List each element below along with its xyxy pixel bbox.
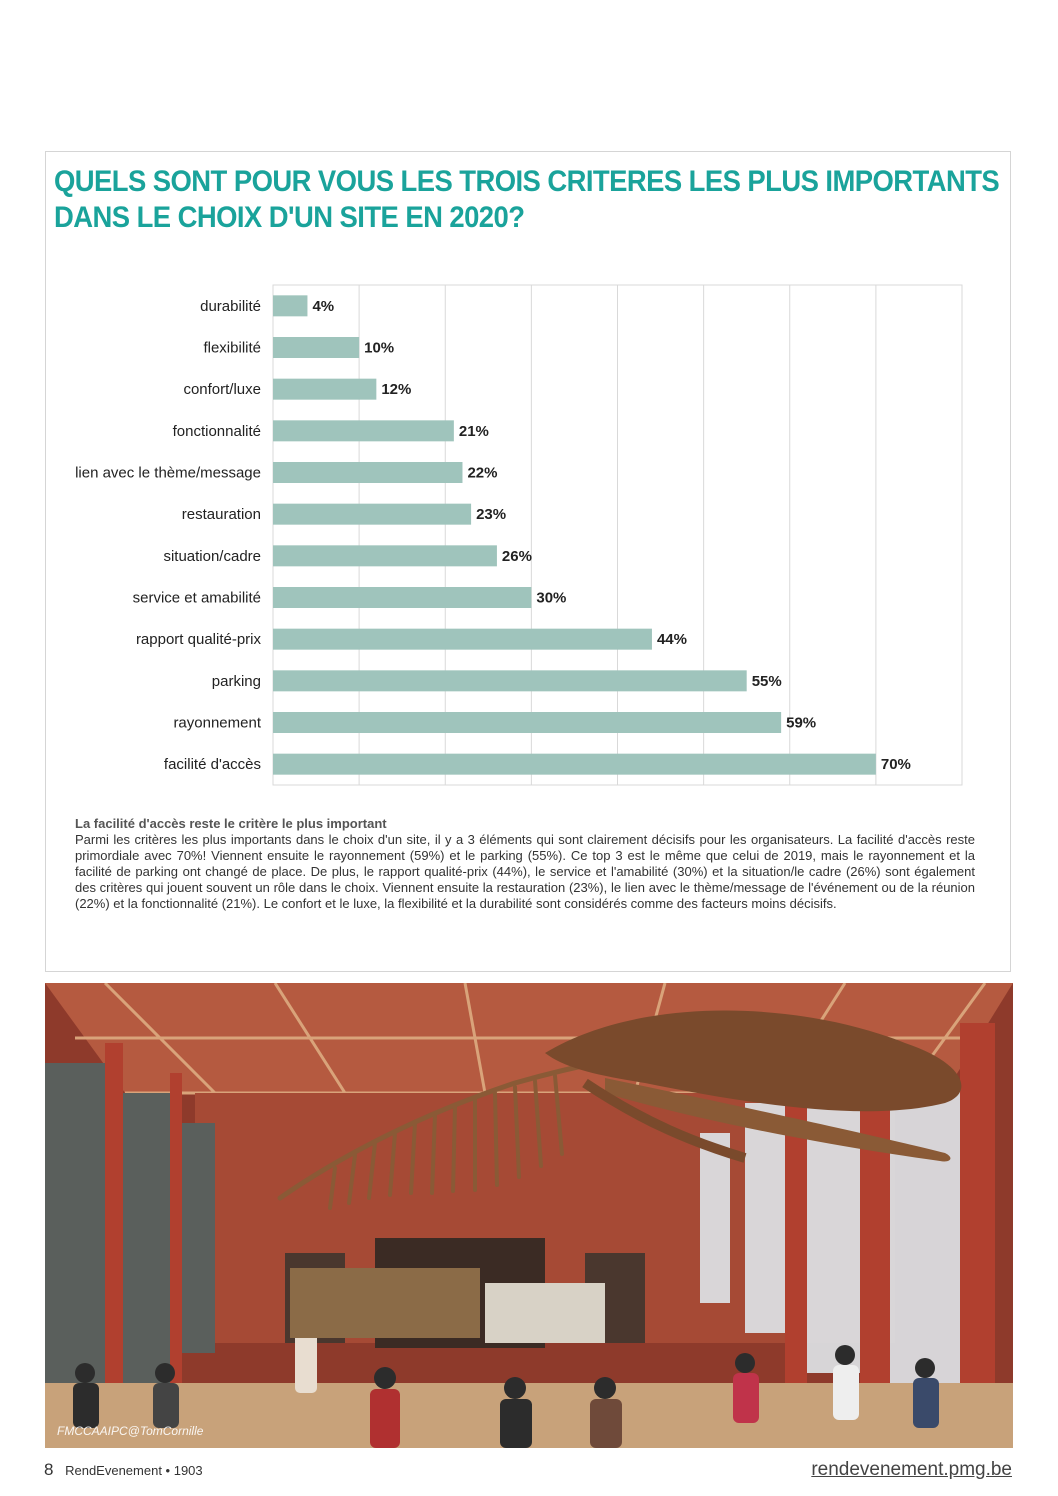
value-label: 70% [880, 756, 911, 774]
value-label: 44% [656, 631, 687, 649]
value-label: 30% [536, 589, 567, 607]
category-label: durabilité [200, 297, 261, 315]
website-link[interactable]: rendevenement.pmg.be [811, 1459, 1012, 1480]
bar-4 [273, 462, 462, 483]
bar-8 [273, 629, 652, 650]
caption-body: Parmi les critères les plus importants dans le choix d'un site, il y a 3 éléments qui sont clairement décisifs pour les organisateurs. La facilité d'accès reste primordiale avec 70%! Viennent ensuite le rayonnement (59%) et le parking (55%). Ce top 3 est le même que celui de 2019, mais le rayonnement et la facilité de parking ont changé de place. De plus, le rapport qualité-prix (44%), le service et l'amabilité (30%) et la situation/le cadre (26%) sont également des critères qui jouent souvent un rôle dans le choix. Viennent ensuite la restauration (23%), le lien avec le thème/message de l'événement ou de la réunion (22%) et la fonctionnalité (21%). Le confort et le luxe, la flexibilité et la durabilité sont considérés comme des facteurs moins décisifs. [75, 832, 975, 911]
bar-3 [273, 420, 454, 441]
category-label: lien avec le thème/message [75, 464, 261, 482]
value-label: 21% [458, 422, 489, 440]
bar-9 [273, 670, 747, 691]
category-label: situation/cadre [163, 547, 261, 565]
bar-0 [273, 295, 307, 316]
bar-11 [273, 754, 876, 775]
value-label: 59% [786, 714, 817, 732]
category-label: restauration [181, 506, 261, 524]
category-label: service et amabilité [132, 589, 261, 607]
value-label: 10% [364, 339, 395, 357]
page-number: 8 [44, 1460, 54, 1479]
bar-2 [273, 379, 376, 400]
category-label: rayonnement [173, 714, 261, 732]
category-label: rapport qualité-prix [135, 631, 261, 649]
category-label: parking [211, 672, 261, 690]
whale-skeleton-hall-illustration [45, 983, 1013, 1448]
bar-chart [45, 270, 975, 800]
value-label: 23% [476, 506, 507, 524]
photo-credit: FMCCAAIPC@TomCornille [57, 1424, 204, 1438]
museum-photo [45, 983, 1013, 1448]
bar-5 [273, 504, 471, 525]
bar-6 [273, 545, 497, 566]
value-label: 26% [501, 547, 532, 565]
value-label: 22% [467, 464, 498, 482]
bar-7 [273, 587, 531, 608]
bar-10 [273, 712, 781, 733]
category-label: flexibilité [203, 339, 261, 357]
category-label: facilité d'accès [163, 756, 261, 774]
publication-name: RendEvenement • 1903 [65, 1463, 203, 1478]
value-label: 12% [381, 381, 412, 399]
value-label: 55% [751, 672, 782, 690]
footer-publication [44, 1460, 203, 1480]
category-label: confort/luxe [183, 381, 261, 399]
caption [75, 816, 975, 912]
value-label: 4% [312, 297, 335, 315]
chart-title-line-1: QUELS SONT POUR VOUS LES TROIS CRITERES LES PLUS IMPORTANTS [54, 165, 1000, 198]
chart-title [54, 164, 1000, 236]
caption-heading: La facilité d'accès reste le critère le plus important [75, 816, 387, 831]
chart-title-line-2: DANS LE CHOIX D'UN SITE EN 2020? [54, 201, 525, 234]
category-label: fonctionnalité [172, 422, 261, 440]
bar-1 [273, 337, 359, 358]
